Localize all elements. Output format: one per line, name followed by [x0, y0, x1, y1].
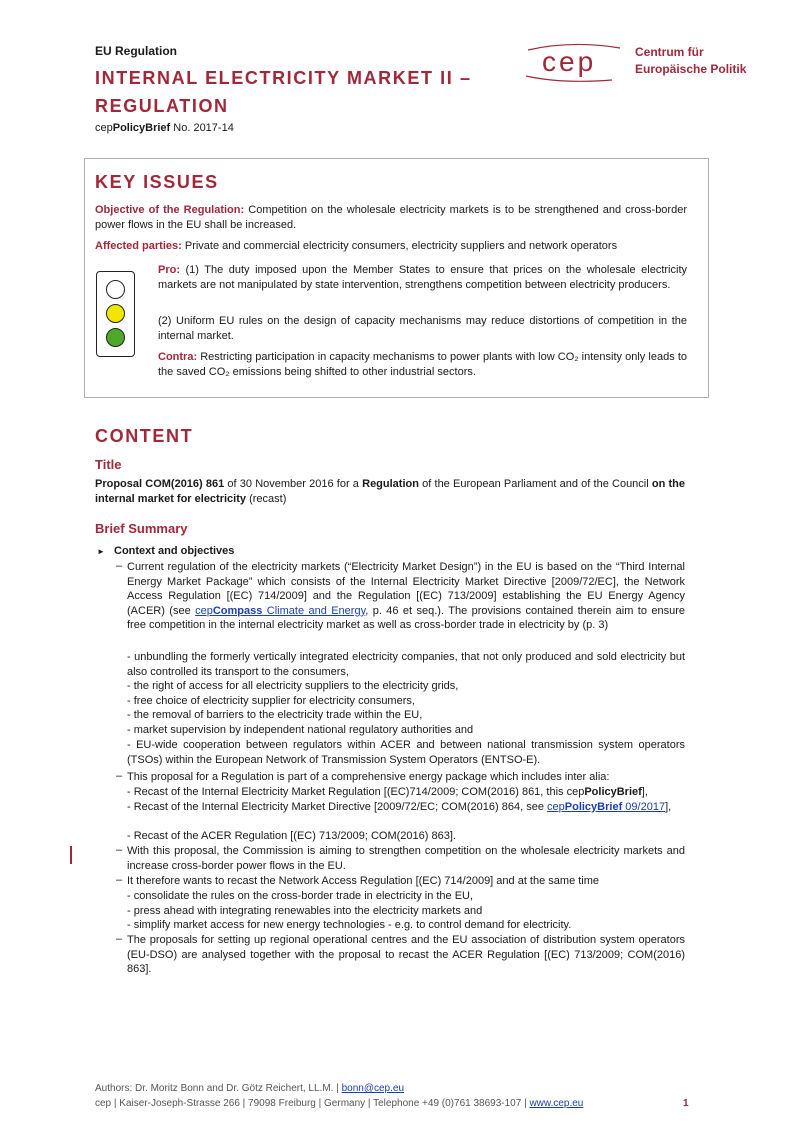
proposal-bold-3: on the internal market for electricity — [95, 478, 685, 505]
footer-address — [95, 1098, 583, 1109]
proposal-title-paragraph — [95, 477, 685, 506]
proposal-bold-2: Regulation — [362, 478, 419, 490]
list-item: - the removal of barriers to the electricity trade within the EU, — [127, 709, 423, 721]
list-item: - the right of access for all electricity suppliers to the electricity grids, — [127, 680, 459, 692]
proposal-text-2: of the European Parliament and of the Council — [418, 478, 652, 490]
contra-paragraph — [158, 350, 687, 379]
p1-text-a: Current regulation of the electricity markets (“Electricity Market Design”) in the EU is based on the “Third Internal Energy Market Package” which consists of the Internal Electricity Market Directive [2009/72/EC], the Network Access Regulation [(EC) 714/2009] and the Regulation [(EC) 713/2009] establishing the EU Energy Agency (ACER) (see — [127, 561, 685, 617]
p2-item2-text: - Recast of the Internal Electricity Market Directive [2009/72/EC; COM(2016) 864, see — [127, 801, 548, 813]
traffic-light-yellow-lamp — [106, 304, 125, 323]
list-item — [127, 800, 685, 815]
list-item: - simplify market access for new energy technologies - e.g. to control demand for electricity. — [127, 919, 572, 931]
title-heading: Title — [95, 457, 122, 472]
list-item: - market supervision by independent national regulatory authorities and — [127, 724, 474, 736]
traffic-light-white-lamp — [106, 280, 125, 299]
footer-authors-text: Authors: Dr. Moritz Bonn and Dr. Götz Reichert, LL.M. | — [95, 1083, 342, 1094]
context-objectives-heading: Context and objectives — [114, 545, 235, 557]
author-email-link[interactable]: bonn@cep.eu — [341, 1083, 405, 1094]
context-paragraph-2: This proposal for a Regulation is part of a comprehensive energy package which includes inter alia: — [127, 771, 610, 783]
contra-text: Restricting participation in capacity mechanisms to power plants with low CO₂ intensity only leads to the saved CO₂ emissions being shifted to other industrial sectors. — [158, 351, 687, 378]
key-issues-title: KEY ISSUES — [95, 172, 219, 192]
brief-prefix: cep — [95, 122, 113, 134]
contra-label: Contra: — [158, 351, 198, 363]
document-title — [95, 64, 472, 120]
revision-margin-mark — [70, 846, 72, 864]
p1-link-cep: cep — [195, 604, 213, 617]
logo-line-2: Europäische Politik — [635, 62, 747, 76]
proposal-text-3: (recast) — [246, 492, 287, 505]
list-item: - Recast of the ACER Regulation [(EC) 713/2009; COM(2016) 863]. — [127, 830, 456, 842]
logo-organisation-name — [635, 44, 746, 78]
logo-mark: cep — [542, 46, 597, 77]
bullet-arrow-icon: ► — [97, 547, 105, 556]
context-paragraph-3: With this proposal, the Commission is aiming to strengthen competition on the wholesale electricity markets and increase cross-border power flows in the EU. — [127, 845, 685, 872]
dash-bullet: – — [116, 874, 123, 886]
cep-website-link[interactable]: www.cep.eu — [529, 1098, 584, 1109]
pro-paragraph — [158, 263, 687, 292]
list-item: - consolidate the rules on the cross-border trade in electricity in the EU, — [127, 890, 474, 902]
p2-item1-bold: PolicyBrief — [584, 786, 642, 798]
dash-bullet: – — [116, 844, 123, 856]
logo-line-1: Centrum für — [635, 45, 704, 59]
brief-suffix: No. 2017-14 — [170, 122, 234, 134]
pro-label: Pro: — [158, 264, 180, 276]
list-item: - EU-wide cooperation between regulators within ACER and between national transmission system operators (TSOs) within the European Network of Transmission System Operators (ENTSO-E). — [127, 739, 685, 766]
context-paragraph-4: It therefore wants to recast the Network Access Regulation [(EC) 714/2009] and at the same time — [127, 875, 600, 887]
list-item: - free choice of electricity supplier for electricity consumers, — [127, 695, 415, 707]
objective-label: Objective of the Regulation: — [95, 204, 245, 216]
p1-link-climate: Climate and Energy — [262, 604, 366, 617]
affected-label: Affected parties: — [95, 240, 182, 252]
dash-bullet: – — [116, 933, 123, 945]
list-item: - press ahead with integrating renewables into the electricity markets and — [127, 905, 483, 917]
proposal-number: Proposal COM(2016) 861 — [95, 478, 225, 490]
affected-paragraph — [95, 239, 695, 254]
footer-authors — [95, 1083, 404, 1094]
traffic-light-icon — [96, 271, 135, 357]
policy-brief-number — [95, 122, 234, 134]
document-title-line-2: REGULATION — [95, 96, 229, 116]
brief-bold: PolicyBrief — [112, 122, 171, 134]
objective-paragraph — [95, 203, 687, 232]
document-category: EU Regulation — [95, 44, 178, 58]
affected-text: Private and commercial electricity consumers, electricity suppliers and network operators — [181, 240, 618, 252]
footer-address-text: cep | Kaiser-Joseph-Strasse 266 | 79098 Freiburg | Germany | Telephone +49 (0)761 38693-107 | — [95, 1098, 530, 1109]
p2-link-policybrief: PolicyBrief — [564, 801, 623, 813]
objective-text: Competition on the wholesale electricity markets is to be strengthened and cross-border power flows in the EU shall be increased. — [95, 204, 687, 231]
p2-item1-end: ], — [641, 786, 648, 798]
p2-link-number: 09/2017 — [625, 801, 666, 813]
page-number: 1 — [683, 1098, 689, 1109]
cep-policybrief-link[interactable] — [547, 801, 665, 813]
content-title: CONTENT — [95, 426, 194, 446]
p2-item2-end: ], — [665, 801, 672, 813]
p2-item1-text: - Recast of the Internal Electricity Market Regulation [(EC)714/2009; COM(2016) 861, this cep — [127, 786, 585, 798]
cep-compass-link[interactable] — [195, 605, 365, 617]
list-item — [127, 785, 648, 800]
p2-link-cep: cep — [547, 801, 565, 813]
p1-link-compass: Compass — [212, 604, 263, 617]
list-item: - unbundling the formerly vertically integrated electricity companies, that not only produced and sold electricity but also controlled its transport to the consumers, — [127, 651, 685, 678]
pro-text-1: (1) The duty imposed upon the Member States to ensure that prices on the wholesale electricity markets are not manipulated by state intervention, strengthens competition between electricity producers. — [158, 264, 687, 291]
context-paragraph-1 — [127, 560, 685, 633]
document-title-line-1: INTERNAL ELECTRICITY MARKET II – — [95, 68, 472, 88]
context-paragraph-5: The proposals for setting up regional operational centres and the EU association of distribution system operators (EU-DSO) are analysed together with the proposal to recast the ACER Regulation [(EC) 713/2009; COM(2016) 863]. — [127, 934, 685, 975]
p1-text-b: , p. 46 et seq.). The provisions contained therein aim to ensure free competition in the internal electricity market as well as cross-border trade in electricity by (p. 3) — [127, 604, 685, 631]
traffic-light-green-lamp — [106, 328, 125, 347]
proposal-text-1: of 30 November 2016 for a — [224, 478, 363, 490]
dash-bullet: – — [116, 770, 123, 782]
brief-summary-heading: Brief Summary — [95, 521, 188, 536]
pro-paragraph-2: (2) Uniform EU rules on the design of capacity mechanisms may reduce distortions of competition in the internal market. — [158, 315, 687, 342]
dash-bullet: – — [116, 560, 123, 572]
